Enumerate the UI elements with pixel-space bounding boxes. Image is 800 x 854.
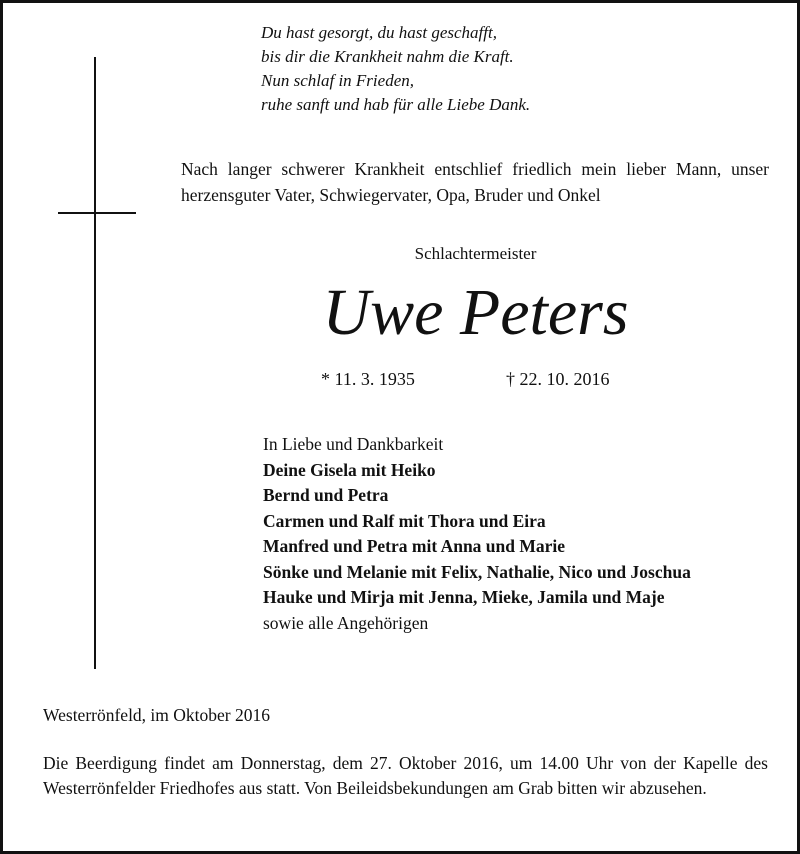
poem-line: Nun schlaf in Frieden, xyxy=(261,71,414,90)
poem-line: bis dir die Krankheit nahm die Kraft. xyxy=(261,47,514,66)
place-and-date: Westerrönfeld, im Oktober 2016 xyxy=(43,705,271,725)
family-closing: sowie alle Angehörigen xyxy=(263,612,429,633)
deceased-name: Uwe Peters xyxy=(322,276,629,349)
family-member: Hauke und Mirja mit Jenna, Mieke, Jamila und Maje xyxy=(263,587,665,607)
cross-icon-horizontal-bar xyxy=(58,212,136,214)
family-member: Sönke und Melanie mit Felix, Nathalie, Nico und Joschua xyxy=(263,561,691,582)
family-member: Bernd und Petra xyxy=(263,485,389,505)
family-heading: In Liebe und Dankbarkeit xyxy=(263,434,444,454)
funeral-info: Die Beerdigung findet am Donnerstag, dem 27. Oktober 2016, um 14.00 Uhr von der Kapelle des Westerrönfelder Friedhofes aus statt. Von Beileidsbekundungen am Grab bitten wir abzusehen. xyxy=(43,753,768,798)
family-member: Deine Gisela mit Heiko xyxy=(263,459,436,480)
birth-date: * 11. 3. 1935 xyxy=(321,369,415,389)
family-member: Manfred und Petra mit Anna und Marie xyxy=(263,536,566,556)
family-member: Carmen und Ralf mit Thora und Eira xyxy=(263,510,546,531)
cross-icon-vertical-bar xyxy=(94,57,96,669)
family-signature xyxy=(263,432,691,636)
poem-line: Du hast gesorgt, du hast geschafft, xyxy=(261,23,497,42)
death-date: † 22. 10. 2016 xyxy=(506,369,610,389)
occupation-title: Schlachtermeister xyxy=(414,244,537,263)
intro-text: Nach langer schwerer Krankheit entschlief friedlich mein lieber Mann, unser herzensguter Vater, Schwiegervater, Opa, Bruder und Onkel xyxy=(181,159,769,205)
memorial-poem xyxy=(261,21,530,117)
poem-line: ruhe sanft und hab für alle Liebe Dank. xyxy=(261,95,531,114)
